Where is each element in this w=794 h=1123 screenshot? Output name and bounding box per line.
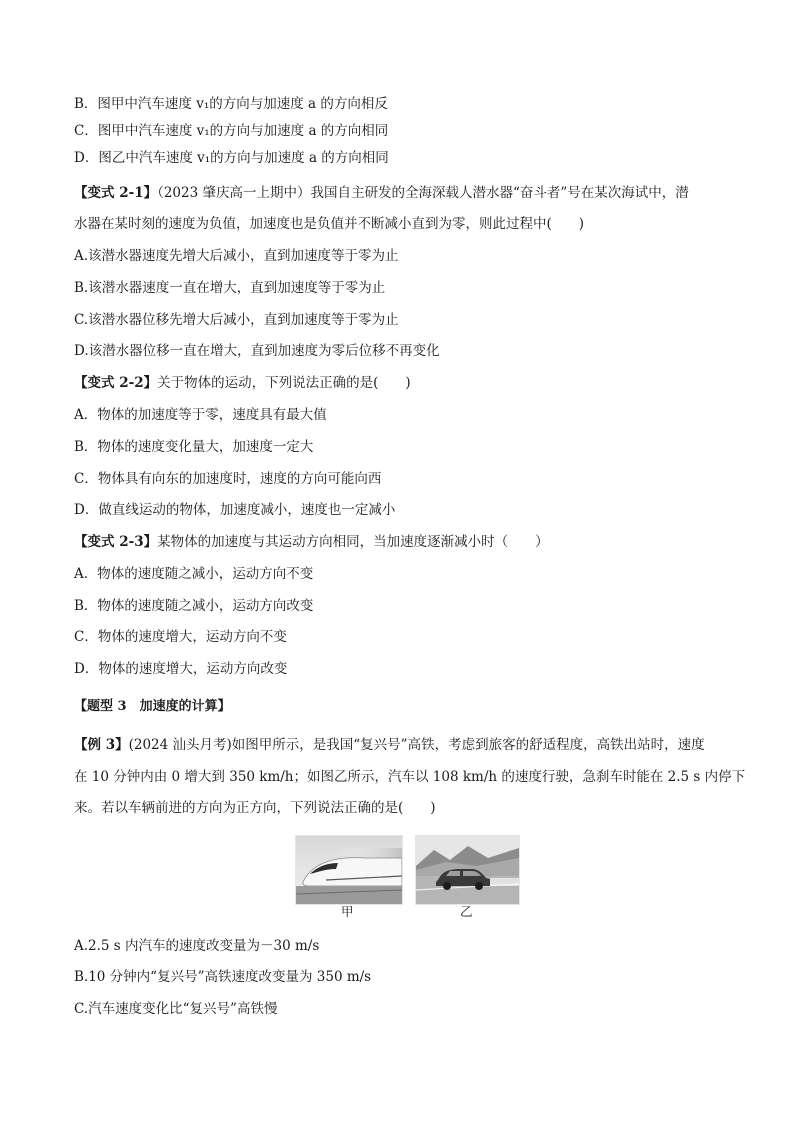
question-tag: 【变式 2-3】 [74, 534, 158, 550]
option-d: D．图乙中汽车速度 v₁的方向与加速度 a 的方向相同 [74, 150, 389, 166]
option-c: C.汽车速度变化比“复兴号”高铁慢 [74, 1001, 278, 1017]
figure-caption-yi: 乙 [460, 904, 473, 919]
example-3-stem-cont: 来。若以车辆前进的方向为正方向，下列说法正确的是( ) [74, 800, 436, 816]
option-a: A．物体的加速度等于零，速度具有最大值 [74, 407, 327, 423]
option-d: D．物体的速度增大，运动方向改变 [74, 661, 288, 677]
car-illustration [416, 836, 519, 904]
option-c: C.该潜水器位移先增大后减小，直到加速度等于零为止 [74, 312, 399, 328]
option-b: B．图甲中汽车速度 v₁的方向与加速度 a 的方向相反 [74, 96, 388, 112]
option-d: D．做直线运动的物体，加速度减小，速度也一定减小 [74, 502, 396, 518]
option-a: A．物体的速度随之减小，运动方向不变 [74, 566, 314, 582]
option-a: A.2.5 s 内汽车的速度改变量为－30 m/s [74, 938, 320, 954]
train-illustration [296, 836, 402, 904]
option-b: B．物体的速度变化量大，加速度一定大 [74, 439, 314, 455]
question-2-2-stem: 【变式 2-2】关于物体的运动，下列说法正确的是( ) [74, 375, 411, 391]
figure-caption-jia: 甲 [341, 904, 354, 919]
option-c: C．物体具有向东的加速度时，速度的方向可能向西 [74, 471, 382, 487]
option-c: C．物体的速度增大，运动方向不变 [74, 629, 287, 645]
question-tag: 【变式 2-2】 [74, 375, 158, 391]
option-c: C．图甲中汽车速度 v₁的方向与加速度 a 的方向相同 [74, 123, 389, 139]
example-3-stem: 【例 3】(2024 汕头月考)如图甲所示，是我国“复兴号”高铁，考虑到旅客的舒适程度，高铁出站时，速度 [74, 737, 705, 753]
question-2-1-stem-cont: 水器在某时刻的速度为负值，加速度也是负值并不断减小直到为零，则此过程中( ) [74, 216, 585, 232]
question-2-1-stem: 【变式 2-1】（2023 肇庆高一上期中）我国自主研发的全海深载人潜水器“奋斗者”号在某次海试中，潜 [74, 185, 689, 201]
option-b: B.10 分钟内“复兴号”高铁速度改变量为 350 m/s [74, 969, 372, 985]
section-heading: 【题型 3 加速度的计算】 [74, 699, 231, 714]
train-photo [295, 835, 403, 905]
option-b: B．物体的速度随之减小，运动方向改变 [74, 598, 314, 614]
option-a: A.该潜水器速度先增大后减小，直到加速度等于零为止 [74, 248, 399, 264]
question-2-3-stem: 【变式 2-3】某物体的加速度与其运动方向相同，当加速度逐渐减小时（ ） [74, 534, 549, 550]
question-tag: 【变式 2-1】 [74, 185, 158, 201]
question-tag: 【例 3】 [74, 737, 129, 753]
option-b: B.该潜水器速度一直在增大，直到加速度等于零为止 [74, 280, 386, 296]
option-d: D.该潜水器位移一直在增大，直到加速度为零后位移不再变化 [74, 343, 440, 359]
car-photo [415, 835, 520, 905]
example-3-stem-cont: 在 10 分钟内由 0 增大到 350 km/h；如图乙所示，汽车以 108 km/h 的速度行驶，急刹车时能在 2.5 s 内停下 [74, 769, 746, 785]
